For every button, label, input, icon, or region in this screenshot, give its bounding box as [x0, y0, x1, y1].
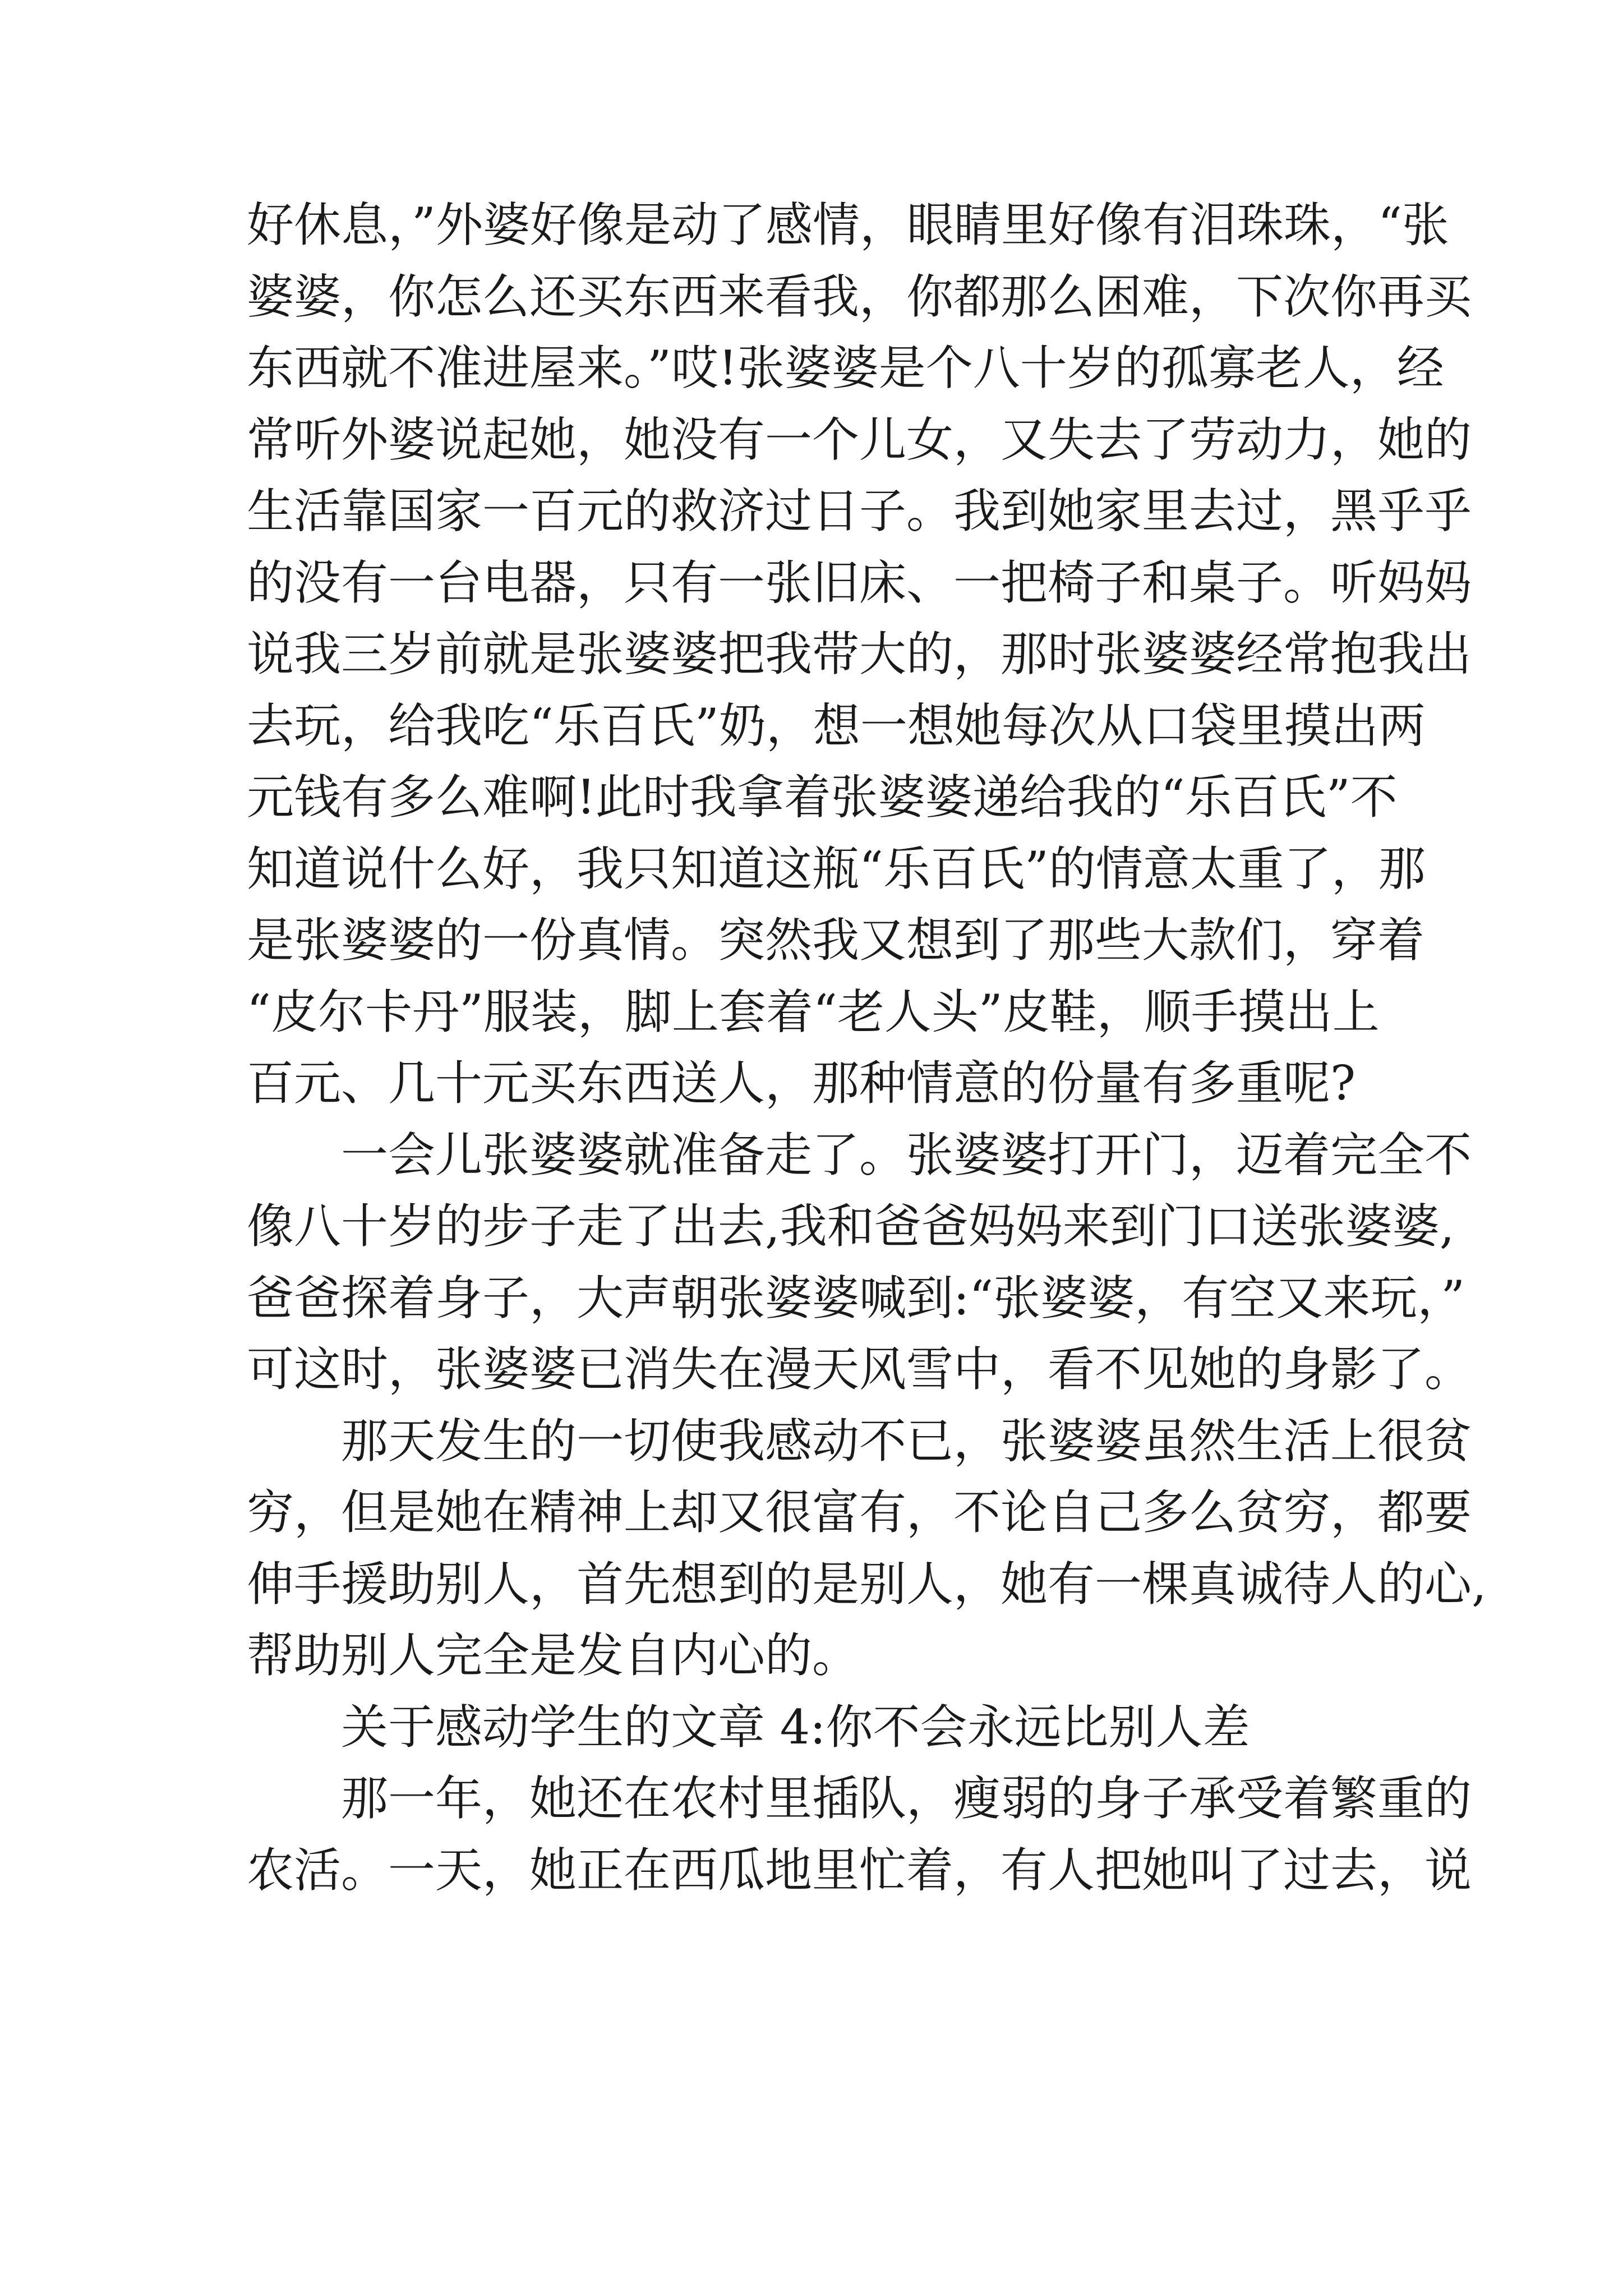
text-line-12: “皮尔卡丹”服装，脚上套着“老人头”皮鞋，顺手摸出上	[247, 984, 1380, 1039]
section-heading: 关于感动学生的文章 4:你不会永远比别人差	[247, 1699, 1250, 1755]
text-line-2: 婆婆，你怎么还买东西来看我，你都那么困难，下次你再买	[247, 269, 1472, 324]
text-line-23: 那一年，她还在农村里插队，瘦弱的身子承受着繁重的	[247, 1771, 1472, 1826]
text-line-16: 爸爸探着身子，大声朝张婆婆喊到:“张婆婆，有空又来玩，”	[247, 1270, 1465, 1326]
text-line-18: 那天发生的一切使我感动不已，张婆婆虽然生活上很贫	[247, 1413, 1472, 1469]
text-line-3: 东西就不准进屋来。”哎!张婆婆是个八十岁的孤寡老人，经	[247, 341, 1444, 395]
text-line-17: 可这时，张婆婆已消失在漫天风雪中，看不见她的身影了。	[247, 1342, 1472, 1397]
text-line-24: 农活。一天，她正在西瓜地里忙着，有人把她叫了过去，说	[247, 1842, 1472, 1898]
text-line-11: 是张婆婆的一份真情。突然我又想到了那些大款们，穿着	[247, 913, 1425, 968]
text-line-15: 像八十岁的步子走了出去,我和爸爸妈妈来到门口送张婆婆,	[247, 1199, 1455, 1254]
text-line-1: 好休息，”外婆好像是动了感情，眼睛里好像有泪珠珠，“张	[247, 197, 1449, 252]
text-line-10: 知道说什么好，我只知道这瓶“乐百氏”的情意太重了，那	[247, 841, 1426, 896]
text-line-8: 去玩，给我吃“乐百氏”奶，想一想她每次从口袋里摸出两	[247, 698, 1426, 753]
text-line-19: 穷，但是她在精神上却又很富有，不论自己多么贫穷，都要	[247, 1485, 1472, 1540]
text-line-20: 伸手援助别人，首先想到的是别人，她有一棵真诚待人的心,	[247, 1556, 1487, 1612]
text-line-21: 帮助别人完全是发自内心的。	[247, 1628, 860, 1683]
text-line-7: 说我三岁前就是张婆婆把我带大的，那时张婆婆经常抱我出	[247, 627, 1472, 682]
text-line-5: 生活靠国家一百元的救济过日子。我到她家里去过，黑乎乎	[247, 484, 1472, 539]
text-line-14: 一会儿张婆婆就准备走了。张婆婆打开门，迈着完全不	[247, 1127, 1472, 1182]
text-line-13: 百元、几十元买东西送人，那种情意的份量有多重呢?	[247, 1056, 1356, 1111]
text-line-4: 常听外婆说起她，她没有一个儿女，又失去了劳动力，她的	[247, 412, 1472, 467]
body-text	[247, 190, 1487, 1906]
text-line-6: 的没有一台电器，只有一张旧床、一把椅子和桌子。听妈妈	[247, 555, 1472, 610]
text-line-9: 元钱有多么难啊!此时我拿着张婆婆递给我的“乐百氏”不	[247, 770, 1398, 825]
